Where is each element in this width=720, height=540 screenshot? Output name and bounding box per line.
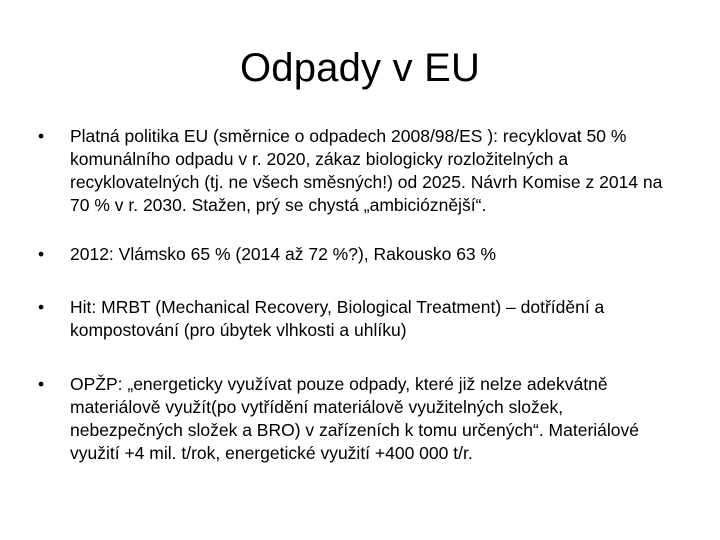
- bullet-item: [38, 373, 680, 465]
- bullet-dot: •: [38, 126, 45, 146]
- bullet-text: Platná politika EU (směrnice o odpadech 2008/98/ES ): recyklovat 50 % komunálního odpadu v r. 2020, zákaz biologicky rozložitelných a recyklovatelných (tj. ne všech směsných!) od 2025. Návrh Komise z 2014 na 70 % v r. 2030. Stažen, prý se chystá „ambicióznější“.: [70, 126, 663, 215]
- bullet-dot: •: [38, 297, 45, 317]
- bullet-dot: •: [38, 244, 45, 264]
- bullet-text: 2012: Vlámsko 65 % (2014 až 72 %?), Rakousko 63 %: [70, 244, 497, 264]
- bullet-item: [38, 125, 680, 217]
- bullet-dot: •: [38, 374, 45, 394]
- bullet-item: [38, 296, 680, 342]
- bullet-list: [38, 125, 680, 491]
- bullet-item: [38, 243, 680, 266]
- slide-title: Odpady v EU: [239, 46, 481, 90]
- bullet-text: OPŽP: „energeticky využívat pouze odpady, které již nelze adekvátně materiálově využít(po vytřídění materiálově využitelných složek, nebezpečných složek a BRO) v zařízeních k tomu určených“. Materiálové využití +4 mil. t/rok, energetické využití +400 000 t/r.: [70, 374, 639, 463]
- bullet-text: Hit: MRBT (Mechanical Recovery, Biological Treatment) – dotřídění a kompostování (pro úbytek vlhkosti a uhlíku): [70, 297, 605, 340]
